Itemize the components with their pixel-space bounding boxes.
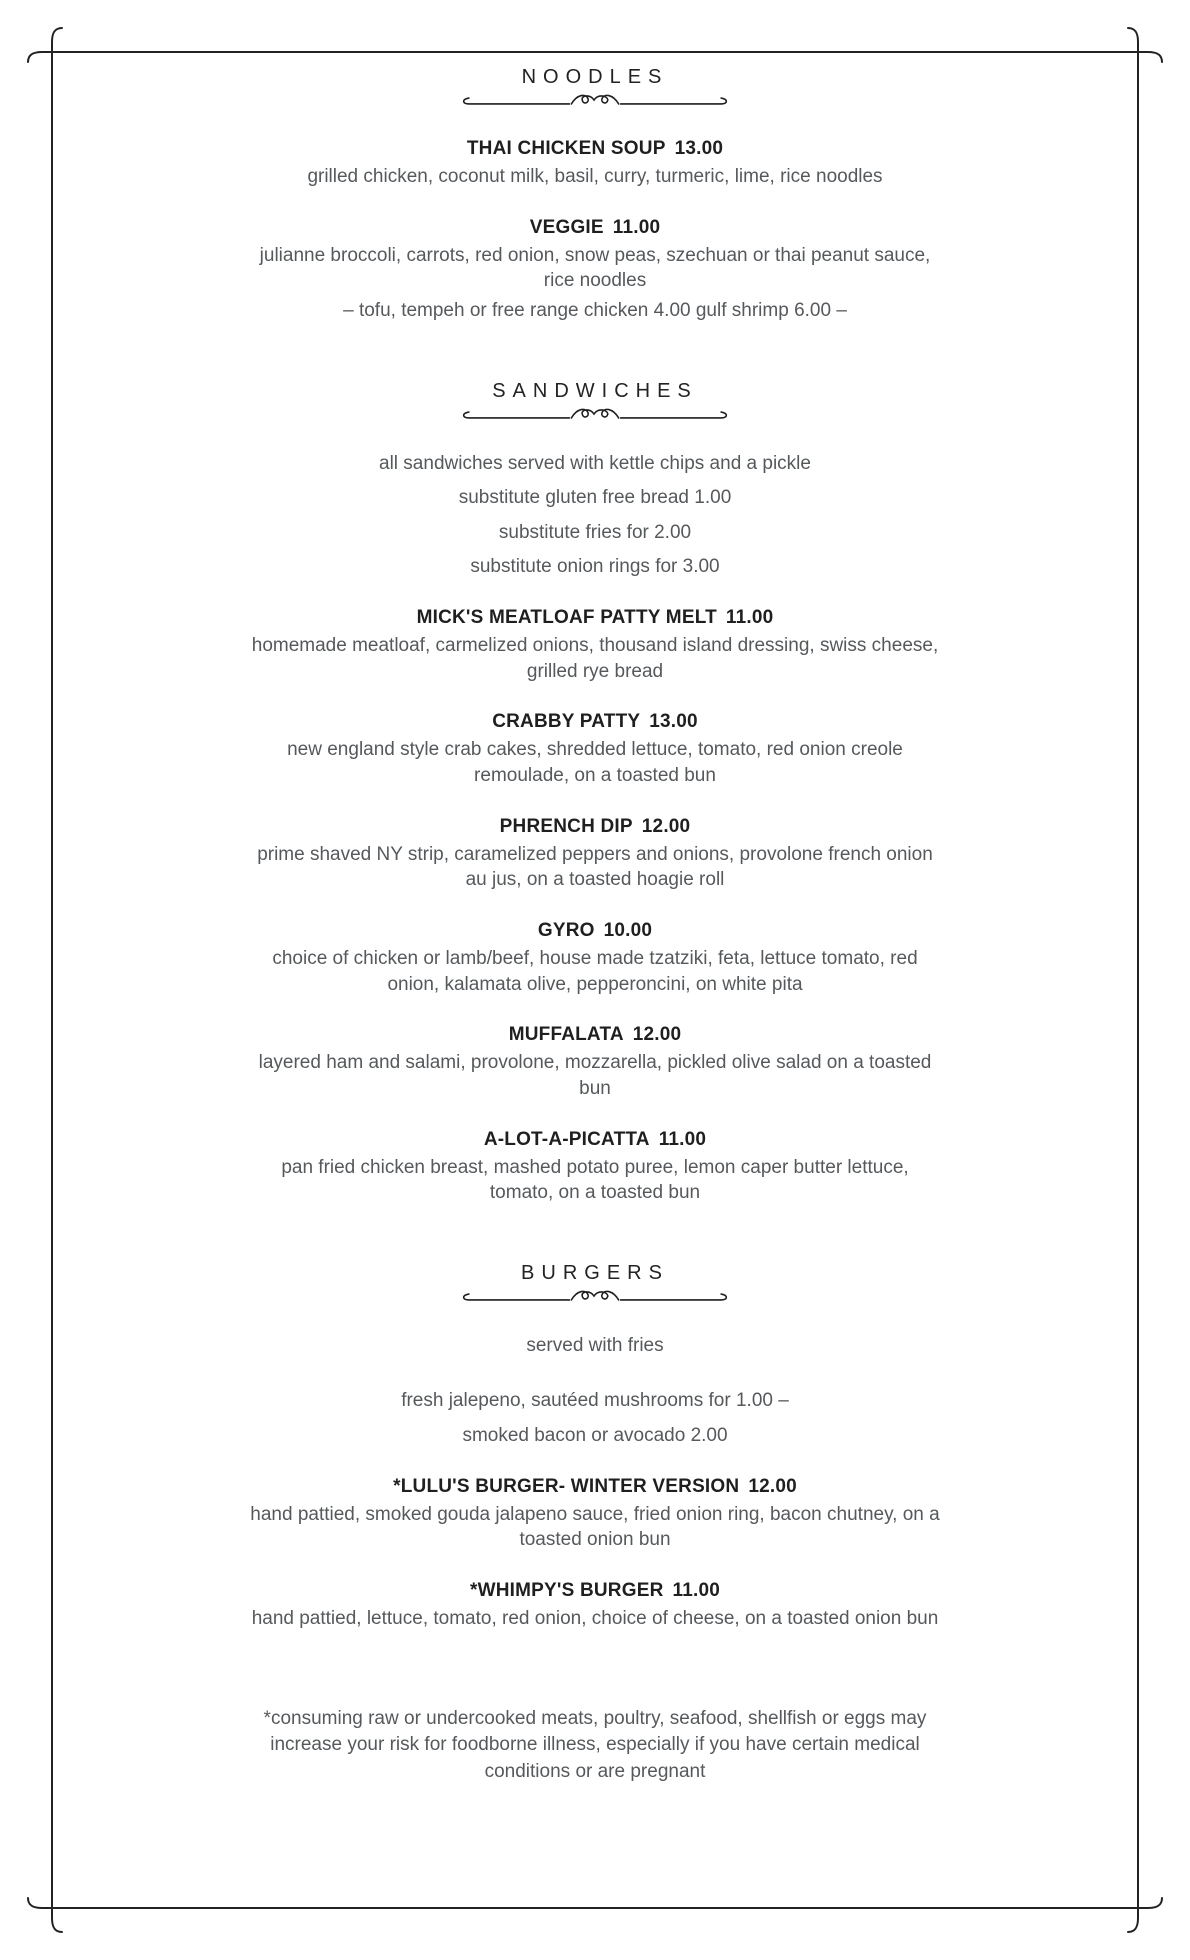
item-head [250, 816, 940, 838]
item-price: 11.00 [725, 607, 774, 629]
item-name: *LULU'S BURGER- WINTER VERSION [393, 1475, 740, 1497]
item-head [250, 920, 940, 942]
menu-item [250, 1129, 940, 1206]
menu-item [250, 711, 940, 788]
item-note: – tofu, tempeh or free range chicken 4.00 gulf shrimp 6.00 – [343, 299, 847, 321]
item-head [250, 217, 940, 239]
item-price: 12.00 [748, 1475, 797, 1497]
item-description: choice of chicken or lamb/beef, house made tzatziki, feta, lettuce tomato, red onion, kalamata olive, pepperoncini, on white pita [272, 947, 918, 995]
section-title: SANDWICHES [492, 379, 698, 402]
item-head [250, 607, 940, 629]
section-sandwiches [250, 380, 940, 1206]
section-addons [250, 1388, 940, 1448]
section-intro [250, 451, 940, 581]
section-title: NOODLES [521, 66, 669, 88]
item-price: 12.00 [641, 815, 691, 837]
divider-ornament-icon [459, 1287, 731, 1307]
disclaimer-text: *consuming raw or undercooked meats, poultry, seafood, shellfish or eggs may increase your risk for foodborne illness, especially if you have certain medical conditions or are pregnant [263, 1707, 927, 1782]
menu-page [250, 0, 940, 1785]
item-name: *WHIMPY'S BURGER [469, 1580, 664, 1602]
item-name: PHRENCH DIP [499, 815, 633, 837]
item-price: 12.00 [632, 1024, 682, 1046]
item-name: CRABBY PATTY [492, 711, 641, 733]
item-head [250, 1129, 940, 1151]
item-name: THAI CHICKEN SOUP [466, 138, 666, 159]
item-head [250, 1476, 940, 1498]
addon-line: fresh jalepeno, sautéed mushrooms for 1.00 – [401, 1390, 789, 1412]
item-description: pan fried chicken breast, mashed potato puree, lemon caper butter lettuce, tomato, on a toasted bun [281, 1156, 909, 1204]
menu-item [250, 1476, 940, 1553]
menu-item [250, 607, 940, 684]
item-description: grilled chicken, coconut milk, basil, curry, turmeric, lime, rice noodles [307, 166, 883, 187]
item-price: 11.00 [658, 1128, 707, 1150]
item-price: 11.00 [612, 216, 661, 238]
section-intro-line: substitute gluten free bread 1.00 [458, 487, 732, 509]
menu-item [250, 1024, 940, 1101]
menu-item [250, 1580, 940, 1632]
item-description: new england style crab cakes, shredded lettuce, tomato, red onion creole remoulade, on a toasted bun [287, 739, 903, 787]
item-description: julianne broccoli, carrots, red onion, snow peas, szechuan or thai peanut sauce, rice noodles [259, 244, 931, 292]
section-intro-line: substitute fries for 2.00 [498, 521, 692, 543]
menu-item [250, 138, 940, 190]
item-description: hand pattied, smoked gouda jalapeno sauce, fried onion ring, bacon chutney, on a toasted onion bun [250, 1503, 940, 1551]
item-head [250, 711, 940, 733]
section-intro-line: all sandwiches served with kettle chips and a pickle [379, 452, 811, 474]
section-intro-line: served with fries [526, 1334, 664, 1356]
addon-line: smoked bacon or avocado 2.00 [462, 1425, 728, 1447]
item-head [250, 138, 940, 160]
item-description: hand pattied, lettuce, tomato, red onion, choice of cheese, on a toasted onion bun [251, 1608, 939, 1630]
section-noodles [250, 66, 940, 324]
item-price: 11.00 [672, 1580, 720, 1602]
section-intro [250, 1333, 940, 1359]
item-description: layered ham and salami, provolone, mozzarella, pickled olive salad on a toasted bun [258, 1052, 932, 1099]
item-name: MICK'S MEATLOAF PATTY MELT [416, 607, 717, 629]
section-title: BURGERS [521, 1261, 669, 1284]
item-price: 10.00 [603, 919, 653, 941]
item-description: homemade meatloaf, carmelized onions, thousand island dressing, swiss cheese, grilled rye bread [251, 635, 939, 682]
item-price: 13.00 [674, 138, 724, 159]
item-description: prime shaved NY strip, caramelized peppers and onions, provolone french onion au jus, on a toasted hoagie roll [257, 843, 933, 891]
menu-item [250, 816, 940, 893]
item-head [250, 1024, 940, 1046]
item-price: 13.00 [649, 711, 698, 733]
section-burgers [250, 1262, 940, 1632]
item-name: VEGGIE [529, 216, 604, 238]
divider-ornament-icon [459, 91, 731, 111]
item-head [250, 1580, 940, 1602]
item-name: A-LOT-A-PICATTA [483, 1128, 650, 1150]
item-name: GYRO [537, 919, 595, 941]
menu-item [250, 920, 940, 997]
section-intro-line: substitute onion rings for 3.00 [470, 556, 720, 578]
divider-ornament-icon [459, 405, 731, 425]
menu-item [250, 217, 940, 324]
item-name: MUFFALATA [508, 1024, 624, 1046]
